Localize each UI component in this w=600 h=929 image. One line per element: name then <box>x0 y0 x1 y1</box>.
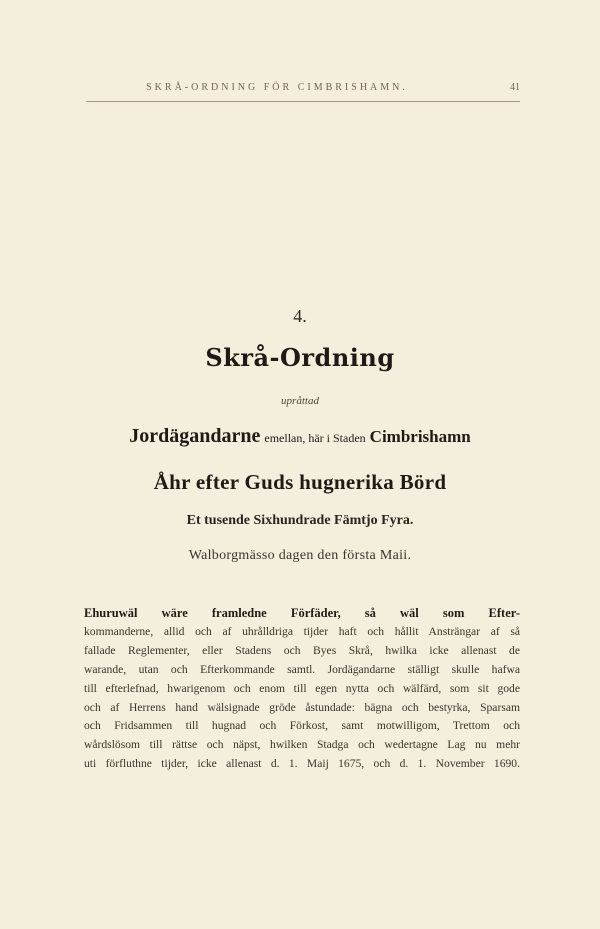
header-rule <box>86 101 520 102</box>
body-line: warande, utan och Efterkommande samtl. Jordägandarne ställigt skulle hafwa <box>84 662 520 676</box>
title-place-name: Cimbrishamn <box>369 427 471 446</box>
document-subtitle: upråttad <box>281 395 319 407</box>
body-line: wårdslösom till rättse och näpst, hwilken Stadga och wedertagne Lag nu mehr <box>84 738 520 752</box>
body-line: kommanderne, allid och af uhrålldriga tijder haft och hållit Ansträngar af så <box>84 624 520 638</box>
title-between-town: emellan, här i Staden <box>264 431 366 445</box>
body-line: och af Herrens hand wälsignade gröde åstundade: bägna och bestyrka, Sparsam <box>84 700 520 714</box>
body-line: och Fridsammen till hugnad och Förkost, samt motwilligom, Trettom och <box>84 719 520 733</box>
body-line: till efterlefnad, hwarigenom och enom till egen nytta och wälfärd, som sit gode <box>84 681 520 695</box>
body-line: fallade Reglementer, eller Stadens och Byes Skrå, hwilka icke allenast de <box>84 643 520 657</box>
section-number: 4. <box>293 306 307 326</box>
body-line: uti förfluthne tijder, icke allenast d. 1. Maij 1675, och d. 1. November 1690. <box>84 757 520 771</box>
title-line-date: Walborgmässo dagen den första Maii. <box>188 548 412 563</box>
page-number: 41 <box>510 82 520 93</box>
body-line: Ehuruwäl wäre framledne Förfäder, så wäl som Efter- <box>84 606 520 620</box>
title-line-year: Et tusende Sixhundrade Fämtjo Fyra. <box>186 513 414 528</box>
document-title: Skrå-Ordning <box>205 343 395 372</box>
running-head: SKRÅ-ORDNING FÖR CIMBRISHAMN. <box>146 82 408 93</box>
title-line-landowners <box>80 425 520 448</box>
title-line-year-intro: Åhr efter Guds hugnerika Börd <box>153 470 447 494</box>
body-paragraph <box>84 604 520 774</box>
title-landowners: Jordägandarne <box>129 425 261 447</box>
